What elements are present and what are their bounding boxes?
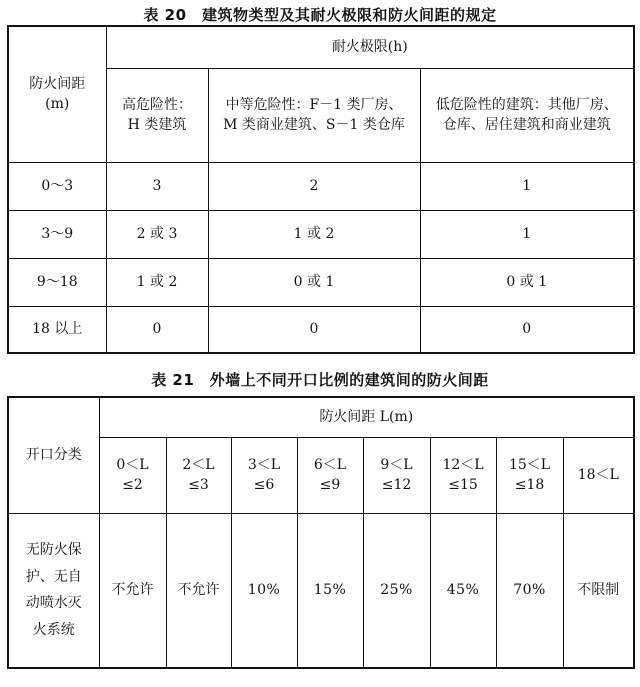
table-row <box>8 162 634 210</box>
distance-cell: 3～9 <box>8 210 106 258</box>
value-cell: 不允许 <box>99 513 166 668</box>
table-21-row-header: 开口分类 <box>8 397 99 513</box>
table-row <box>8 258 634 306</box>
table-20-group-header: 耐火极限(h) <box>106 26 634 68</box>
value-cell: 不限制 <box>563 513 634 668</box>
value-cell: 2 或 3 <box>106 210 208 258</box>
value-cell: 0 <box>208 306 420 353</box>
table-20-col-low: 低危险性的建筑：其他厂房、 仓库、居住建筑和商业建筑 <box>420 68 634 162</box>
table-20 <box>7 25 635 354</box>
value-cell: 1 或 2 <box>208 210 420 258</box>
table-21-col: 0＜L ≤2 <box>99 437 166 513</box>
value-cell: 25% <box>363 513 430 668</box>
table-21-col: 6＜L ≤9 <box>297 437 363 513</box>
table-20-row-header: 防火间距 (m) <box>8 26 106 162</box>
table-21-caption: 表 21 外墙上不同开口比例的建筑间的防火间距 <box>151 371 489 389</box>
distance-cell: 18 以上 <box>8 306 106 353</box>
table-21-col: 2＜L ≤3 <box>166 437 231 513</box>
value-cell: 不允许 <box>166 513 231 668</box>
value-cell: 2 <box>208 162 420 210</box>
value-cell: 0 或 1 <box>420 258 634 306</box>
distance-cell: 0～3 <box>8 162 106 210</box>
opening-category-cell: 无防火保 护、无自 动喷水灭 火系统 <box>8 513 99 668</box>
table-row <box>8 210 634 258</box>
table-20-col-medium: 中等危险性：F－1 类厂房、 M 类商业建筑、S－1 类仓库 <box>208 68 420 162</box>
value-cell: 1 或 2 <box>106 258 208 306</box>
value-cell: 0 <box>420 306 634 353</box>
table-20-col-high: 高危险性： H 类建筑 <box>106 68 208 162</box>
table-21-col: 18＜L <box>563 437 634 513</box>
value-cell: 1 <box>420 210 634 258</box>
value-cell: 0 <box>106 306 208 353</box>
value-cell: 1 <box>420 162 634 210</box>
value-cell: 45% <box>430 513 496 668</box>
table-21 <box>7 396 635 669</box>
table-21-group-header: 防火间距 L(m) <box>99 397 634 437</box>
table-row <box>8 513 634 668</box>
table-21-col: 3＜L ≤6 <box>231 437 297 513</box>
table-21-col: 12＜L ≤15 <box>430 437 496 513</box>
table-21-col: 15＜L ≤18 <box>496 437 563 513</box>
table-21-col: 9＜L ≤12 <box>363 437 430 513</box>
value-cell: 0 或 1 <box>208 258 420 306</box>
value-cell: 3 <box>106 162 208 210</box>
value-cell: 10% <box>231 513 297 668</box>
table-20-caption: 表 20 建筑物类型及其耐火极限和防火间距的规定 <box>143 6 497 24</box>
value-cell: 15% <box>297 513 363 668</box>
value-cell: 70% <box>496 513 563 668</box>
distance-cell: 9～18 <box>8 258 106 306</box>
table-row <box>8 306 634 353</box>
